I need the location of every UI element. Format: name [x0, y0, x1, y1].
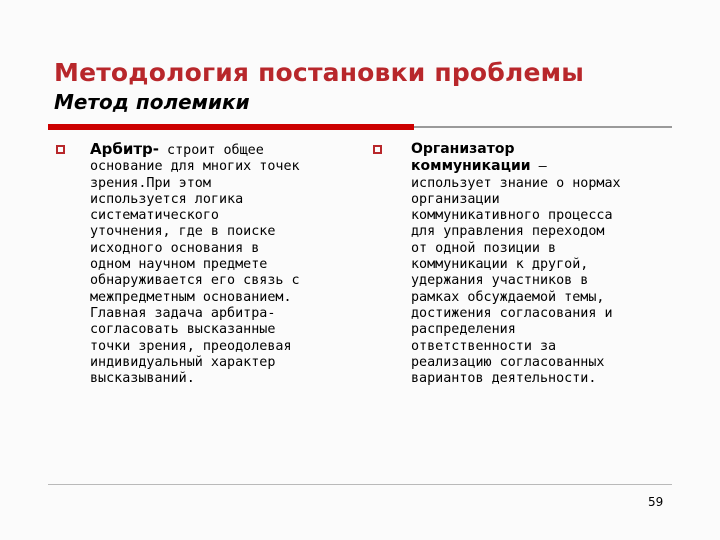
footer-divider	[48, 484, 672, 485]
arbiter-lead: Арбитр-	[90, 140, 159, 158]
organizer-paragraph	[411, 141, 681, 387]
bullet-square-icon	[373, 145, 382, 154]
bullet-square-icon	[56, 145, 65, 154]
title-underline-gray	[414, 126, 672, 128]
title-underline-accent	[48, 124, 414, 130]
arbiter-first-line: строит общее	[159, 143, 264, 158]
arbiter-body: основание для многих точек зрения.При этом используется логика систематического уточнения, где в поиске исходного основания в одном научном предмете обнаруживается его связь с межпредметным основанием. Главная задача арбитра- согласовать высказанные точки зрения, преодолевая индивидуальный характер высказываний.	[90, 159, 300, 387]
organizer-dash: –	[530, 159, 547, 175]
slide-title: Методология постановки проблемы	[54, 58, 585, 87]
organizer-lead: Организатор коммуникации	[411, 141, 531, 175]
slide-subtitle: Метод полемики	[54, 90, 250, 114]
page-number: 59	[648, 495, 664, 509]
arbiter-paragraph	[90, 141, 360, 387]
organizer-body: использует знание о нормах организации коммуникативного процесса для управления переходом от одной позиции в коммуникации к другой, удержания участников в рамках обсуждаемой темы, достижения согласования и распределения ответственности за реализацию согласованных вариантов деятельности.	[411, 175, 621, 387]
